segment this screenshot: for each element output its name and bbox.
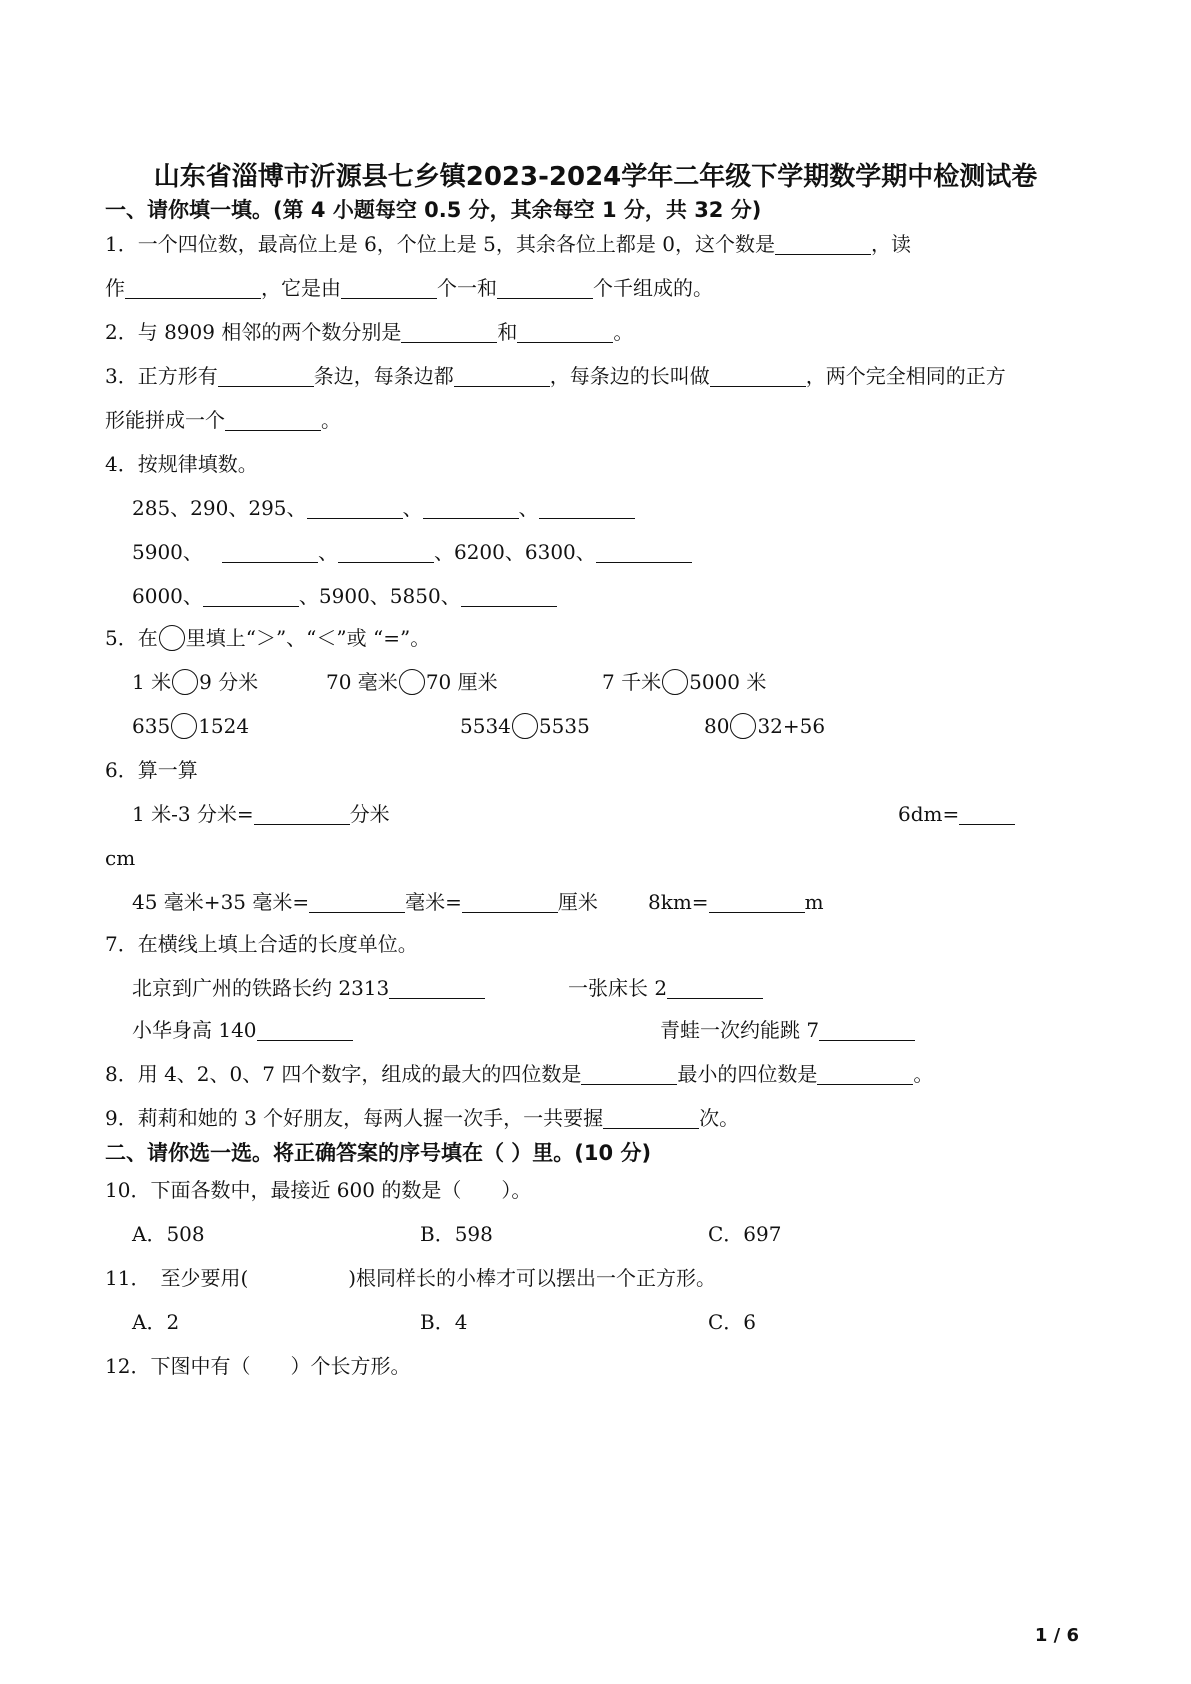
q11-options — [0, 1308, 1191, 1336]
option-a[interactable]: A．508 — [132, 1222, 205, 1246]
answer-blank[interactable] — [454, 364, 550, 387]
q6-text: 分米 — [349, 802, 390, 826]
compare-left: 1 米 — [132, 670, 172, 694]
answer-blank[interactable] — [709, 890, 805, 913]
answer-blank[interactable] — [710, 364, 806, 387]
answer-blank[interactable] — [539, 496, 635, 519]
answer-blank[interactable] — [222, 540, 318, 563]
page-title: 山东省淄博市沂源县七乡镇2023-2024学年二年级下学期数学期中检测试卷 — [153, 162, 1038, 192]
circle-icon — [159, 625, 185, 651]
answer-blank[interactable] — [254, 802, 350, 825]
q3-text: 。 — [321, 408, 341, 432]
q6-text: 6dm= — [898, 802, 960, 826]
compare-right: 70 厘米 — [425, 670, 498, 694]
q7-item — [660, 1016, 915, 1044]
answer-circle[interactable] — [399, 669, 425, 695]
option-b[interactable]: B．4 — [420, 1310, 468, 1334]
answer-circle[interactable] — [662, 669, 688, 695]
q6-text: 1 米-3 分米= — [132, 802, 254, 826]
question-10: 10．下面各数中，最接近 600 的数是（ ）。 — [105, 1178, 532, 1202]
compare-left: 80 — [704, 714, 730, 738]
compare-item — [602, 668, 766, 696]
answer-blank[interactable] — [225, 408, 321, 431]
question-11: 11． 至少要用( )根同样长的小棒才可以摆出一个正方形。 — [105, 1266, 717, 1290]
q7-row-1 — [0, 974, 1191, 1002]
q1-text: 个千组成的。 — [593, 276, 713, 300]
option-b[interactable]: B．598 — [420, 1222, 493, 1246]
q3-text: 条边，每条边都 — [313, 364, 454, 388]
answer-circle[interactable] — [171, 713, 197, 739]
q4-text: 6000、 — [132, 584, 203, 608]
section-2-heading: 二、请你选一选。将正确答案的序号填在（ ）里。(10 分) — [105, 1141, 652, 1165]
question-7: 7．在横线上填上合适的长度单位。 — [105, 932, 418, 956]
q9-text: 次。 — [699, 1106, 740, 1130]
answer-blank[interactable] — [307, 496, 403, 519]
answer-blank[interactable] — [596, 540, 692, 563]
q6-text: 8km= — [648, 890, 709, 914]
question-8 — [105, 1060, 933, 1088]
q1-text: 作 — [105, 276, 125, 300]
q7-text: 一张床长 2 — [568, 976, 668, 1000]
separator: 、 — [402, 496, 423, 520]
answer-circle[interactable] — [512, 713, 538, 739]
answer-blank[interactable] — [389, 976, 485, 999]
q4-text: 、6200、6300、 — [433, 540, 596, 564]
q3-text: ，每条边的长叫做 — [549, 364, 710, 388]
q6-text: 毫米= — [405, 890, 462, 914]
compare-left: 7 千米 — [602, 670, 662, 694]
q7-item — [568, 974, 763, 1002]
compare-item — [326, 668, 498, 696]
question-3-line-1 — [105, 362, 1006, 390]
separator: 、 — [518, 496, 539, 520]
answer-blank[interactable] — [423, 496, 519, 519]
answer-circle[interactable] — [172, 669, 198, 695]
answer-blank[interactable] — [125, 276, 261, 299]
q7-row-2 — [0, 1016, 1191, 1044]
compare-right: 1524 — [198, 714, 250, 738]
q1-text-end: ，读 — [870, 232, 911, 256]
q6-row-1 — [0, 800, 1191, 828]
q4-text: 、5900、5850、 — [298, 584, 461, 608]
section-1-heading: 一、请你填一填。(第 4 小题每空 0.5 分，其余每空 1 分，共 32 分) — [105, 198, 762, 222]
compare-item — [704, 712, 825, 740]
answer-blank[interactable] — [309, 890, 405, 913]
q2-text: 。 — [613, 320, 634, 344]
question-1-line-1 — [105, 230, 911, 258]
question-3-line-2 — [105, 406, 341, 434]
answer-blank[interactable] — [203, 584, 299, 607]
compare-right: 5000 米 — [689, 670, 767, 694]
q6-row-1-wrap: cm — [105, 846, 136, 870]
q6-text: m — [804, 890, 824, 914]
question-5 — [105, 624, 430, 652]
question-4: 4．按规律填数。 — [105, 452, 258, 476]
q6-item — [898, 800, 1015, 828]
answer-blank[interactable] — [819, 1018, 915, 1041]
answer-blank[interactable] — [341, 276, 437, 299]
answer-blank[interactable] — [218, 364, 314, 387]
q6-item — [648, 888, 824, 916]
q2-text: 2．与 8909 相邻的两个数分别是 — [105, 320, 402, 344]
answer-circle[interactable] — [730, 713, 756, 739]
compare-right: 5535 — [538, 714, 590, 738]
answer-blank[interactable] — [517, 320, 613, 343]
compare-item — [132, 712, 249, 740]
q7-text: 北京到广州的铁路长约 2313 — [132, 976, 390, 1000]
q1-text: 1．一个四位数，最高位上是 6，个位上是 5，其余各位上都是 0，这个数是 — [105, 232, 775, 256]
compare-item — [460, 712, 590, 740]
q6-text: 厘米 — [557, 890, 598, 914]
compare-left: 635 — [132, 714, 171, 738]
answer-blank[interactable] — [603, 1106, 699, 1129]
q5-row-2 — [0, 712, 1191, 740]
question-1-line-2 — [105, 274, 713, 302]
answer-blank[interactable] — [401, 320, 497, 343]
option-c[interactable]: C．697 — [708, 1222, 782, 1246]
question-9 — [105, 1104, 739, 1132]
q8-text: 。 — [913, 1062, 934, 1086]
q7-item — [132, 1016, 353, 1044]
q1-text: 个一和 — [437, 276, 497, 300]
answer-blank[interactable] — [257, 1018, 353, 1041]
q6-text: 45 毫米+35 毫米= — [132, 890, 310, 914]
answer-blank[interactable] — [461, 584, 557, 607]
answer-blank[interactable] — [581, 1062, 677, 1085]
q6-item — [132, 888, 598, 916]
answer-blank[interactable] — [338, 540, 434, 563]
q3-text: ，两个完全相同的正方 — [805, 364, 1006, 388]
q10-options — [0, 1220, 1191, 1248]
option-a[interactable]: A．2 — [132, 1310, 180, 1334]
answer-blank[interactable] — [959, 802, 1015, 825]
answer-blank[interactable] — [497, 276, 593, 299]
q8-text: 8．用 4、2、0、7 四个数字，组成的最大的四位数是 — [105, 1062, 582, 1086]
q2-text: 和 — [497, 320, 518, 344]
q6-item — [132, 800, 390, 828]
answer-blank[interactable] — [462, 890, 558, 913]
question-6: 6．算一算 — [105, 758, 198, 782]
q4-text: 285、290、295、 — [132, 496, 307, 520]
q4-text: 5900、 — [132, 540, 203, 564]
compare-right: 32+56 — [757, 714, 826, 738]
q3-text: 形能拼成一个 — [105, 408, 225, 432]
q7-text: 青蛙一次约能跳 7 — [660, 1018, 820, 1042]
q4-row-1 — [132, 494, 635, 522]
q4-row-2 — [132, 538, 692, 566]
compare-item — [132, 668, 258, 696]
page-number: 1 / 6 — [1034, 1625, 1079, 1646]
question-2 — [105, 318, 633, 346]
q7-item — [132, 974, 485, 1002]
q7-text: 小华身高 140 — [132, 1018, 257, 1042]
q1-text: ，它是由 — [261, 276, 341, 300]
answer-blank[interactable] — [775, 232, 871, 255]
compare-right: 9 分米 — [199, 670, 259, 694]
question-12: 12．下图中有（ ）个长方形。 — [105, 1354, 411, 1378]
option-c[interactable]: C．6 — [708, 1310, 757, 1334]
q5-text: 里填上“＞”、“＜”或 “=”。 — [185, 626, 431, 650]
answer-blank[interactable] — [817, 1062, 913, 1085]
q9-text: 9．莉莉和她的 3 个好朋友，每两人握一次手，一共要握 — [105, 1106, 604, 1130]
q4-row-3 — [132, 582, 557, 610]
q3-text: 3．正方形有 — [105, 364, 218, 388]
q6-row-2 — [0, 888, 1191, 916]
separator: 、 — [317, 540, 338, 564]
answer-blank[interactable] — [667, 976, 763, 999]
q5-text: 5．在 — [105, 626, 158, 650]
compare-left: 5534 — [460, 714, 511, 738]
q5-row-1 — [0, 668, 1191, 696]
q8-text: 最小的四位数是 — [677, 1062, 818, 1086]
compare-left: 70 毫米 — [326, 670, 398, 694]
